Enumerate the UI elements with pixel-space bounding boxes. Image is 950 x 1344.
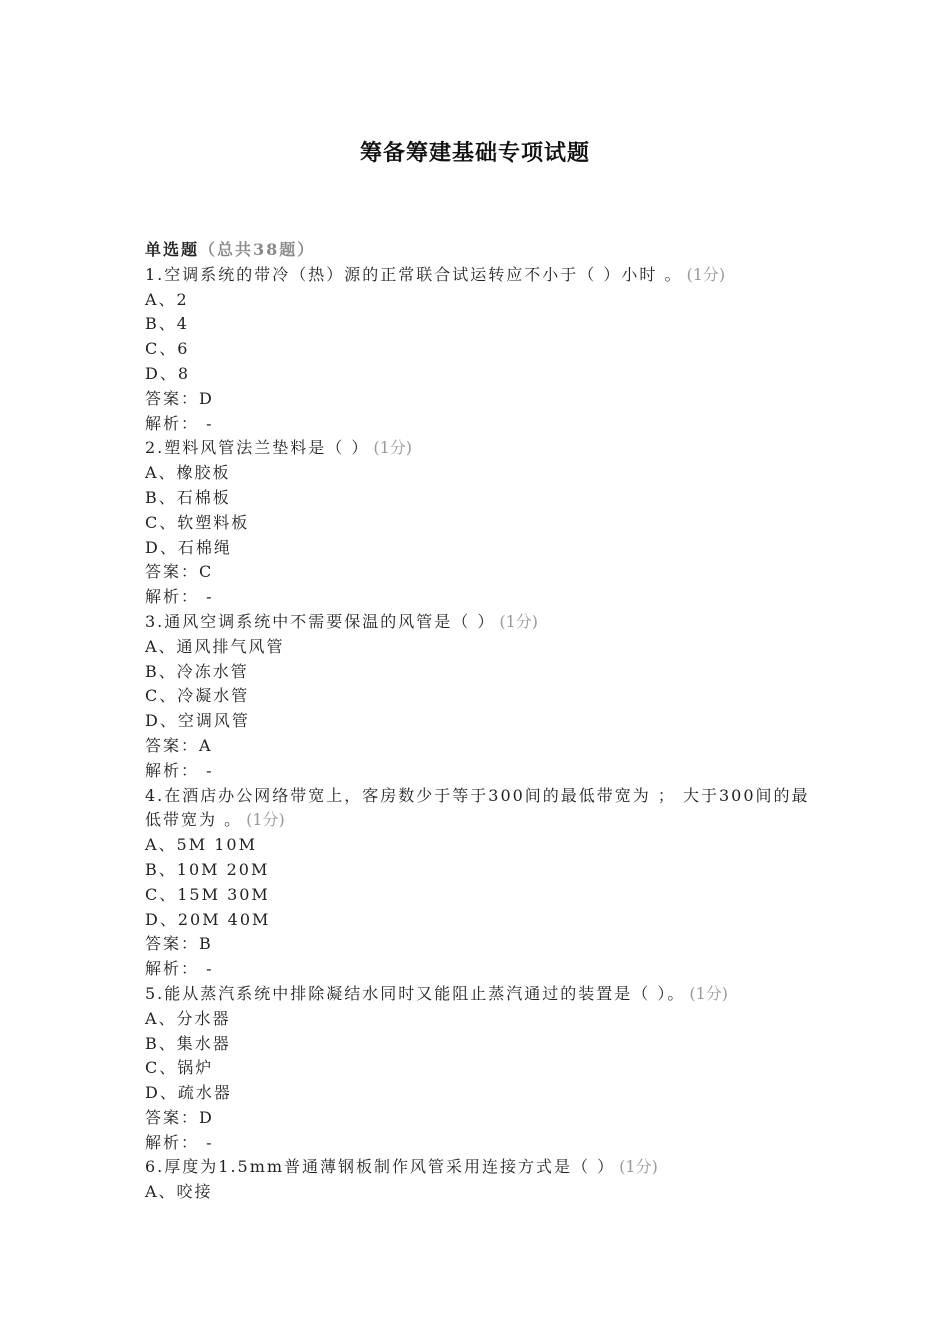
question-score: (1分) <box>373 438 413 458</box>
question-score: (1分) <box>246 810 285 830</box>
option-d: D、疏水器 <box>145 1083 232 1103</box>
option-c: C、15M 30M <box>145 884 270 904</box>
analysis-label: 解析： <box>145 587 200 607</box>
answer-label: 答案： <box>145 735 200 755</box>
analysis-value: - <box>199 587 214 607</box>
question-score: (1分) <box>499 611 539 631</box>
option-b: B、石棉板 <box>145 487 231 507</box>
answer-label: 答案： <box>145 562 200 582</box>
analysis-value: - <box>199 413 214 433</box>
analysis-value: - <box>199 760 214 780</box>
document-title: 筹备筹建基础专项试题 <box>359 140 590 166</box>
question-stem <box>145 1155 810 1180</box>
analysis-line <box>145 412 810 437</box>
analysis-line <box>145 957 810 982</box>
analysis-line <box>145 585 810 610</box>
analysis-line <box>145 759 810 784</box>
answer-value: D <box>199 388 214 408</box>
option-a: A、橡胶板 <box>145 463 231 483</box>
question-score: (1分) <box>689 983 729 1003</box>
question-text: 3.通风空调系统中不需要保温的风管是（ ） <box>145 611 496 631</box>
option-a: A、通风排气风管 <box>145 636 285 656</box>
option-c: C、6 <box>145 339 190 359</box>
option-b: B、4 <box>145 314 189 334</box>
question-stem <box>145 784 810 834</box>
option-d: D、8 <box>145 363 191 383</box>
answer-label: 答案： <box>145 934 200 954</box>
option-a: A、2 <box>145 289 189 309</box>
analysis-line <box>145 1131 810 1156</box>
answer-line <box>145 1106 810 1131</box>
answer-value: C <box>199 562 214 582</box>
answer-value: D <box>199 1107 214 1127</box>
question-stem <box>145 436 810 461</box>
question-score: (1分) <box>686 264 726 284</box>
analysis-value: - <box>199 959 214 979</box>
answer-line <box>145 734 810 759</box>
analysis-value: - <box>199 1132 214 1152</box>
analysis-label: 解析： <box>145 1132 200 1152</box>
option-a: A、咬接 <box>145 1182 213 1202</box>
answer-label: 答案： <box>145 388 200 408</box>
option-b: B、10M 20M <box>145 859 270 879</box>
analysis-label: 解析： <box>145 413 200 433</box>
question-text: 5.能从蒸汽系统中排除凝结水同时又能阻止蒸汽通过的装置是（ ）。 <box>145 983 686 1003</box>
option-a: A、分水器 <box>145 1008 231 1028</box>
question-stem <box>145 263 810 288</box>
option-b: B、冷冻水管 <box>145 661 249 681</box>
answer-value: B <box>199 934 213 954</box>
question-text: 4.在酒店办公网络带宽上，客房数少于等于300间的最低带宽为 ； 大于300间的最低带宽为 。 <box>145 785 810 830</box>
option-c: C、冷凝水管 <box>145 686 250 706</box>
option-c: C、锅炉 <box>145 1058 214 1078</box>
question-list <box>145 238 810 1205</box>
analysis-label: 解析： <box>145 959 200 979</box>
question-text: 1.空调系统的带冷（热）源的正常联合试运转应不小于（ ）小时 。 <box>145 264 683 284</box>
answer-label: 答案： <box>145 1107 200 1127</box>
answer-line <box>145 387 810 412</box>
option-d: D、20M 40M <box>145 909 271 929</box>
option-a: A、5M 10M <box>145 835 257 855</box>
option-c: C、软塑料板 <box>145 512 250 532</box>
section-heading <box>145 238 810 263</box>
section-label: 单选题 <box>145 240 200 259</box>
section-count: （总共38题） <box>199 240 316 259</box>
question-stem <box>145 610 810 635</box>
answer-line <box>145 932 810 957</box>
question-score: (1分) <box>619 1157 658 1177</box>
option-d: D、空调风管 <box>145 711 250 731</box>
answer-value: A <box>199 735 213 755</box>
analysis-label: 解析： <box>145 760 200 780</box>
question-text: 2.塑料风管法兰垫料是（ ） <box>145 438 370 458</box>
question-stem <box>145 982 810 1007</box>
question-text: 6.厚度为1.5mm普通薄钢板制作风管采用连接方式是（ ） <box>145 1157 616 1177</box>
option-d: D、石棉绳 <box>145 537 232 557</box>
answer-line <box>145 560 810 585</box>
option-b: B、集水器 <box>145 1033 231 1053</box>
